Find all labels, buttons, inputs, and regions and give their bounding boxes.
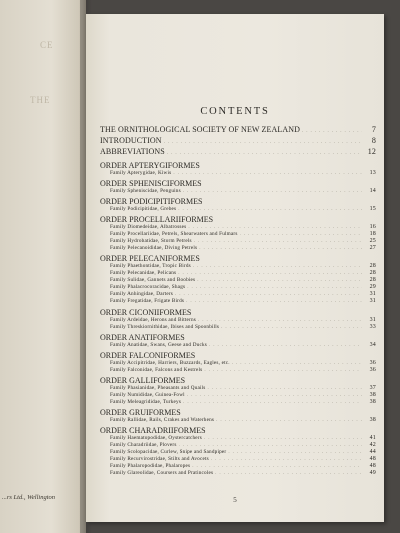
toc-entry-label: Family Phalaropodidae, Phalaropes (110, 463, 191, 470)
toc-entry-label: ORDER GALLIFORMES (100, 376, 186, 386)
dot-leader (197, 277, 362, 284)
toc-entry-family (100, 463, 376, 470)
toc-entry-family (100, 392, 376, 399)
toc-entry-page: 18 (369, 231, 376, 238)
toc-entry-family (100, 188, 376, 195)
toc-entry-order (100, 333, 376, 342)
toc-entry-page: 38 (369, 417, 376, 424)
toc-entry-family (100, 298, 376, 305)
toc-entry-page: 28 (369, 263, 376, 270)
toc-entry-page: 34 (369, 341, 376, 348)
toc-entry-family (100, 399, 376, 406)
toc-entry-page: 31 (369, 316, 376, 323)
toc-entry-page: 42 (369, 442, 376, 449)
dot-leader (192, 463, 362, 470)
toc-entry-page: 41 (369, 435, 376, 442)
toc-entry-order (100, 351, 376, 360)
dot-leader (175, 291, 362, 298)
toc-entry-page: 15 (369, 205, 376, 212)
toc-entry-order (100, 376, 376, 385)
toc-entry-family (100, 170, 376, 177)
toc-entry-order (100, 215, 376, 224)
toc-entry-label: Family Charadriidae, Plovers (110, 442, 177, 449)
toc-entry-label: ORDER PODICIPITIFORMES (100, 196, 203, 206)
toc-entry-label: ORDER FALCONIFORMES (100, 350, 196, 360)
toc-entry-label: ORDER ANATIFORMES (100, 332, 185, 342)
toc-entry-label: Family Recurvirostridae, Stilts and Avocets (110, 456, 209, 463)
toc-entry-family (100, 324, 376, 331)
page-number: 5 (233, 496, 237, 504)
dot-leader (183, 188, 362, 195)
toc-entry-label: ORDER GRUIFORMES (100, 408, 181, 418)
toc-entry-family (100, 470, 376, 477)
toc-entry-family (100, 449, 376, 456)
toc-entry-family (100, 224, 376, 231)
dot-leader (187, 284, 362, 291)
toc-entry-order (100, 408, 376, 417)
dot-leader (209, 342, 362, 349)
toc-entry-family (100, 360, 376, 367)
toc-entry-label: ORDER PROCELLARIIFORMES (100, 215, 214, 225)
toc-entry-page: 12 (367, 146, 376, 156)
toc-entry-family (100, 238, 376, 245)
dot-leader (221, 324, 362, 331)
toc-entry-label: Family Numididae, Guinea-Fowl (110, 392, 185, 399)
toc-entry-page: 38 (369, 392, 376, 399)
toc-entry-label: Family Diomedeidae, Albatrosses (110, 224, 187, 231)
bleed-through-text: CE (40, 40, 54, 50)
toc-entry-family (100, 206, 376, 213)
toc-entry-label: Family Ardeidae, Herons and Bitterns (110, 316, 197, 323)
toc-entry-label: ORDER SPHENISCIFORMES (100, 178, 202, 188)
dot-leader (207, 385, 362, 392)
toc-entry-label: Family Scolopacidae, Curlew, Snipe and Sandpiper (110, 449, 227, 456)
toc-entry-label: Family Phasianidae, Pheasants and Quails (110, 385, 206, 392)
dot-leader (193, 263, 362, 270)
left-page (0, 0, 86, 533)
toc-entry-family (100, 435, 376, 442)
toc-entry-page: 13 (369, 169, 376, 176)
toc-entry-family (100, 270, 376, 277)
toc-entry-page: 48 (369, 463, 376, 470)
contents-page (86, 14, 384, 522)
toc-entry-page: 48 (369, 456, 376, 463)
toc-entry-page: 14 (369, 187, 376, 194)
toc-entry-label: Family Pelecanoididae, Diving Petrels (110, 245, 198, 252)
toc-entry-page: 16 (369, 224, 376, 231)
dot-leader (232, 360, 362, 367)
dot-leader (167, 150, 362, 159)
toc-entry-family (100, 367, 376, 374)
dot-leader (179, 442, 362, 449)
toc-entry-page: 36 (369, 366, 376, 373)
toc-entry-page: 27 (369, 245, 376, 252)
toc-entry-label: ORDER APTERYGIFORMES (100, 160, 200, 170)
toc-entry-order (100, 308, 376, 317)
toc-entry-page: 37 (369, 385, 376, 392)
dot-leader (178, 270, 362, 277)
toc-entry-family (100, 231, 376, 238)
toc-entry-family (100, 442, 376, 449)
dot-leader (186, 298, 362, 305)
dot-leader (215, 470, 362, 477)
toc-entry-page: 29 (369, 284, 376, 291)
toc-entry-page: 31 (369, 298, 376, 305)
toc-entry-main (100, 148, 376, 159)
toc-entry-order (100, 179, 376, 188)
toc-entry-label: ORDER PELECANIFORMES (100, 254, 200, 264)
toc-entry-label: Family Meleagrididae, Turkeys (110, 399, 182, 406)
toc-entry-label: ORDER CHARADRIIFORMES (100, 426, 206, 436)
toc-entry-label: Family Hydrobatidae, Storm Petrels (110, 238, 192, 245)
toc-entry-page: 38 (369, 399, 376, 406)
toc-entry-main (100, 137, 376, 148)
toc-entry-label: Family Procellariidae, Petrels, Shearwaters and Fulmars (110, 231, 238, 238)
toc-entry-page: 28 (369, 277, 376, 284)
toc-entry-label: Family Podicipitidae, Grebes (110, 205, 177, 212)
dot-leader (216, 417, 362, 424)
toc-entry-page: 36 (369, 359, 376, 366)
dot-leader (187, 392, 362, 399)
printer-imprint: ...rs Ltd., Wellington (2, 494, 56, 501)
dot-leader (188, 224, 362, 231)
toc-entry-label: ABBREVIATIONS (100, 146, 165, 156)
toc-entry-page: 33 (369, 323, 376, 330)
page-title: CONTENTS (200, 106, 270, 117)
toc-entry-family (100, 277, 376, 284)
dot-leader (178, 206, 362, 213)
table-of-contents (100, 126, 376, 477)
dot-leader (302, 128, 362, 137)
dot-leader (194, 238, 362, 245)
toc-entry-family (100, 417, 376, 424)
toc-entry-label: Family Pelecanidae, Pelicans (110, 270, 177, 277)
toc-entry-label: Family Apterygidae, Kiwis (110, 169, 172, 176)
toc-entry-order (100, 197, 376, 206)
dot-leader (164, 139, 362, 148)
dot-leader (199, 245, 362, 252)
toc-entry-order (100, 161, 376, 170)
toc-entry-family (100, 385, 376, 392)
toc-entry-page: 25 (369, 238, 376, 245)
toc-entry-family (100, 342, 376, 349)
toc-entry-label: ORDER CICONIIFORMES (100, 307, 192, 317)
toc-entry-label: Family Haematopodidae, Oystercatchers (110, 435, 202, 442)
toc-entry-label: Family Anatidae, Swans, Geese and Ducks (110, 341, 207, 348)
toc-entry-label: Family Phalacrocoracidae, Shags (110, 284, 186, 291)
toc-entry-label: Family Phaethontidae, Tropic Birds (110, 263, 191, 270)
dot-leader (228, 449, 362, 456)
dot-leader (204, 435, 362, 442)
toc-entry-label: Family Accipitridae, Harriers, Buzzards, Eagles, etc. (110, 359, 230, 366)
dot-leader (183, 399, 362, 406)
toc-entry-label: Family Glareolidae, Coursers and Pratincoles (110, 470, 214, 477)
toc-entry-order (100, 426, 376, 435)
toc-entry-label: THE ORNITHOLOGICAL SOCIETY OF NEW ZEALAND (100, 125, 301, 134)
toc-entry-family (100, 263, 376, 270)
bleed-through-text: THE (30, 95, 51, 105)
toc-entry-page: 28 (369, 270, 376, 277)
toc-entry-label: Family Sulidae, Gannets and Boobies (110, 277, 196, 284)
toc-entry-page: 49 (369, 470, 376, 477)
toc-entry-family (100, 317, 376, 324)
toc-entry-page: 44 (369, 449, 376, 456)
toc-entry-family (100, 245, 376, 252)
toc-entry-label: INTRODUCTION (100, 135, 162, 145)
toc-entry-label: Family Fregatidae, Frigate Birds (110, 298, 185, 305)
dot-leader (173, 170, 362, 177)
toc-entry-order (100, 254, 376, 263)
dot-leader (198, 317, 362, 324)
toc-entry-page: 8 (371, 135, 376, 145)
dot-leader (240, 231, 362, 238)
toc-entry-label: Family Anhingidae, Darters (110, 291, 173, 298)
toc-entry-family (100, 284, 376, 291)
toc-entry-label: Family Rallidae, Rails, Crakes and Waterhens (110, 417, 215, 424)
dot-leader (211, 456, 362, 463)
toc-entry-label: Family Threskiornithidae, Ibises and Spoonbills (110, 323, 220, 330)
toc-entry-page: 31 (369, 291, 376, 298)
toc-entry-page: 7 (371, 125, 376, 134)
toc-entry-label: Family Spheniscidae, Penguins (110, 187, 181, 194)
toc-entry-family (100, 291, 376, 298)
dot-leader (204, 367, 362, 374)
toc-entry-label: Family Falconidae, Falcons and Kestrels (110, 366, 203, 373)
toc-entry-family (100, 456, 376, 463)
